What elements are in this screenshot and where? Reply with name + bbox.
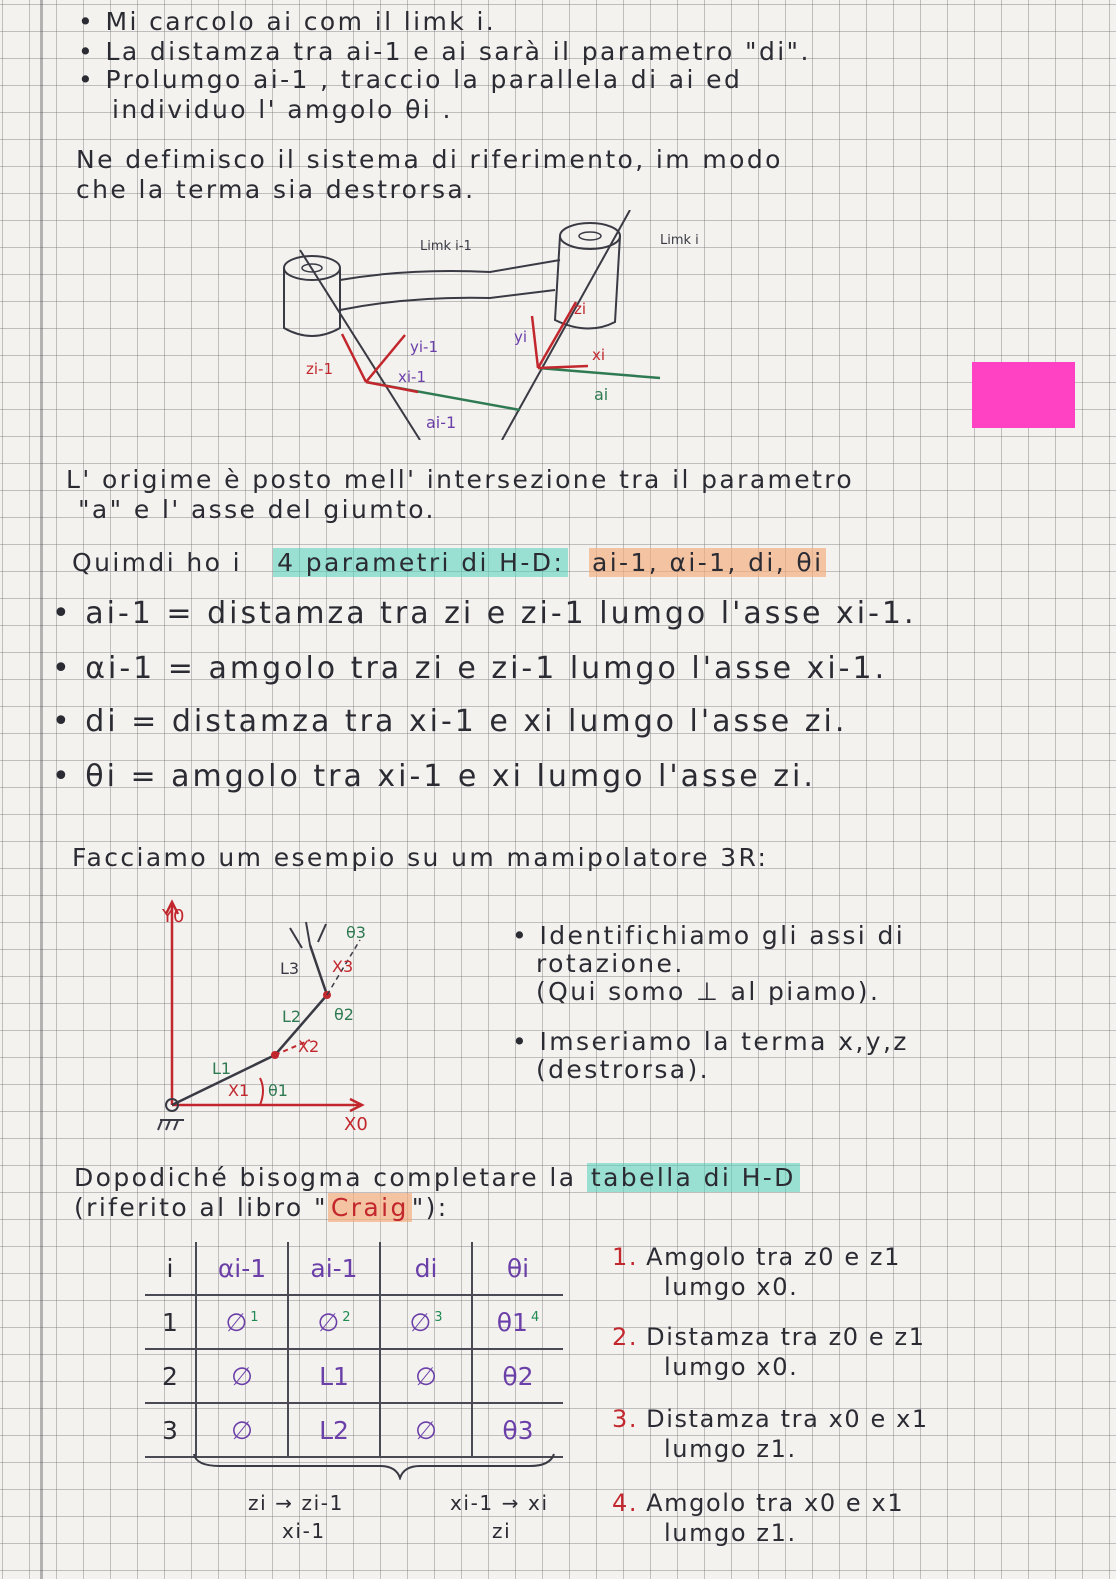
label-L3: L3: [280, 959, 300, 978]
table-intro-ref-a: (riferito al libro ": [74, 1193, 328, 1222]
label-x1-base: X1: [228, 1081, 250, 1100]
y-i-arrow: [532, 316, 538, 368]
cell-alpha: ∅: [196, 1349, 288, 1403]
a-i-line: [538, 368, 660, 378]
table-row: [145, 1403, 563, 1457]
label-theta1: θ1: [268, 1081, 288, 1100]
craig-highlight: Craig: [328, 1193, 412, 1222]
margin-line: [40, 0, 43, 1579]
cell-d: ∅: [380, 1349, 472, 1403]
label-x0: X0: [344, 1114, 368, 1135]
cell-a: L2: [288, 1403, 380, 1457]
cell-alpha: ∅: [196, 1403, 288, 1457]
table-intro-line-2: [74, 1194, 449, 1222]
label-theta2: θ2: [334, 1005, 354, 1024]
link-body: [340, 260, 560, 310]
cell-alpha: ∅ $^1$: [196, 1295, 288, 1349]
reference-line-1: Ne defimisco il sistema di riferimento, im modo: [76, 145, 783, 174]
sticky-note: [972, 362, 1075, 428]
note-text: Amgolo tra z0 e z1: [646, 1243, 901, 1271]
params-line: [72, 549, 826, 577]
definition-theta: • θi = amgolo tra xi-1 e xi lumgo l'asse zi.: [52, 759, 816, 794]
joint-prev-body: [284, 268, 340, 336]
brace-right-top: xi-1 → xi: [450, 1491, 549, 1515]
brace-right-bottom: zi: [492, 1519, 512, 1543]
label-a-i: ai: [594, 385, 609, 404]
cell-d: ∅: [380, 1403, 472, 1457]
label-link-i: Limk i: [660, 233, 699, 248]
params-highlight: 4 parametri di H-D:: [273, 548, 568, 577]
label-theta3: θ3: [346, 923, 366, 942]
example-heading: Facciamo um esempio su um mamipolatore 3R:: [72, 843, 769, 872]
definition-d: • di = distamza tra xi-1 e xi lumgo l'asse zi.: [52, 704, 848, 739]
brace-path: [194, 1454, 554, 1478]
x-i-arrow: [538, 366, 588, 368]
note-text-2: lumgo z1.: [664, 1519, 797, 1547]
note-text: Distamza tra x0 e x1: [646, 1405, 929, 1433]
definition-a: • ai-1 = distamza tra zi e zi-1 lumgo l'asse xi-1.: [52, 596, 917, 631]
label-x-prev: xi-1: [398, 368, 427, 386]
link-frames-diagram: [270, 210, 710, 440]
bullet-3a: • Prolumgo ai-1 , traccio la parallela di ai ed: [78, 65, 743, 94]
manipulator-3r-diagram: [120, 890, 420, 1150]
ground-hatch: [158, 1120, 184, 1130]
cell-i: 3: [145, 1403, 196, 1457]
footnote-mark: 2: [342, 1310, 351, 1326]
cell-theta: θ1 $^4$: [472, 1295, 563, 1349]
link-3: [310, 945, 327, 995]
identify-line-1: • Identifichiamo gli assi di: [512, 921, 906, 950]
label-L1: L1: [212, 1059, 232, 1078]
brace-left-top: zi → zi-1: [248, 1491, 344, 1515]
footnote-mark: 4: [530, 1310, 540, 1326]
col-alpha: αi-1: [196, 1242, 288, 1295]
note-number: 1.: [612, 1243, 639, 1271]
note-4: [612, 1488, 904, 1548]
note-2: [612, 1322, 926, 1382]
footnote-mark: 1: [250, 1310, 259, 1326]
hd-table: [145, 1242, 563, 1458]
cell-a: L1: [288, 1349, 380, 1403]
table-braces: [190, 1450, 570, 1480]
z-prev-arrow: [342, 334, 366, 382]
note-3: [612, 1404, 929, 1464]
cell-i: 2: [145, 1349, 196, 1403]
theta1-arc: [260, 1078, 263, 1105]
joint-i-hole: [579, 232, 601, 240]
note-text: Distamza tra z0 e z1: [646, 1323, 926, 1351]
note-number: 3.: [612, 1405, 639, 1433]
table-intro-ref-c: "):: [411, 1193, 449, 1222]
label-z-i: zi: [574, 300, 587, 318]
label-y-prev: yi-1: [410, 338, 439, 356]
note-text: Amgolo tra x0 e x1: [646, 1489, 905, 1517]
cell-theta: θ3: [472, 1403, 563, 1457]
axis-prev: [300, 250, 420, 440]
col-theta: θi: [472, 1242, 563, 1295]
note-number: 4.: [612, 1489, 639, 1517]
label-a-prev: ai-1: [426, 413, 457, 432]
z-i-arrow: [538, 302, 576, 368]
table-intro-line-1: [74, 1164, 800, 1192]
brace-left-bottom: xi-1: [282, 1519, 326, 1543]
note-number: 2.: [612, 1323, 639, 1351]
label-y-i: yi: [514, 328, 528, 346]
gripper: [290, 922, 326, 948]
insert-line-2: (destrorsa).: [536, 1055, 710, 1084]
label-L2: L2: [282, 1007, 302, 1026]
params-values: ai-1, αi-1, di, θi: [589, 548, 826, 577]
table-row: [145, 1349, 563, 1403]
cell-d: ∅ $^3$: [380, 1295, 472, 1349]
label-x-i: xi: [592, 346, 606, 364]
bullet-1: • Mi carcolo ai com il limk i.: [78, 7, 497, 36]
label-link-prev: Limk i-1: [420, 239, 472, 254]
cell-i: 1: [145, 1295, 196, 1349]
table-row: [145, 1295, 563, 1349]
origin-line-2: "a" e l' asse del giumto.: [78, 495, 436, 524]
note-text-2: lumgo x0.: [664, 1353, 799, 1381]
col-d: di: [380, 1242, 472, 1295]
note-1: [612, 1242, 901, 1302]
origin-line-1: L' origime è posto mell' intersezione tra il parametro: [66, 465, 855, 494]
table-header-row: [145, 1242, 563, 1295]
reference-line-2: che la terma sia destrorsa.: [76, 175, 476, 204]
insert-line-1: • Imseriamo la terma x,y,z: [512, 1027, 909, 1056]
col-a: ai-1: [288, 1242, 380, 1295]
table-intro-text: Dopodiché bisogma completare la: [74, 1163, 577, 1192]
label-y0: Y0: [162, 906, 185, 927]
cell-a: ∅ $^2$: [288, 1295, 380, 1349]
col-i: i: [145, 1242, 196, 1295]
label-x3-joint: X3: [332, 957, 354, 976]
cell-theta: θ2: [472, 1349, 563, 1403]
table-intro-highlight: tabella di H-D: [587, 1163, 800, 1192]
identify-line-3: (Qui somo ⊥ al piamo).: [536, 977, 881, 1006]
footnote-mark: 3: [434, 1310, 443, 1326]
label-x2-joint: X2: [298, 1037, 320, 1056]
bullet-2: • La distamza tra ai-1 e ai sarà il parametro "di".: [78, 37, 811, 66]
note-text-2: lumgo x0.: [664, 1273, 799, 1301]
definition-alpha: • αi-1 = amgolo tra zi e zi-1 lumgo l'asse xi-1.: [52, 651, 888, 686]
bullet-3b: individuo l' amgolo θi .: [112, 95, 453, 124]
identify-line-2: rotazione.: [536, 949, 685, 978]
label-z-prev: zi-1: [306, 360, 333, 378]
note-text-2: lumgo z1.: [664, 1435, 797, 1463]
params-prefix: Quimdi ho i: [72, 548, 243, 577]
